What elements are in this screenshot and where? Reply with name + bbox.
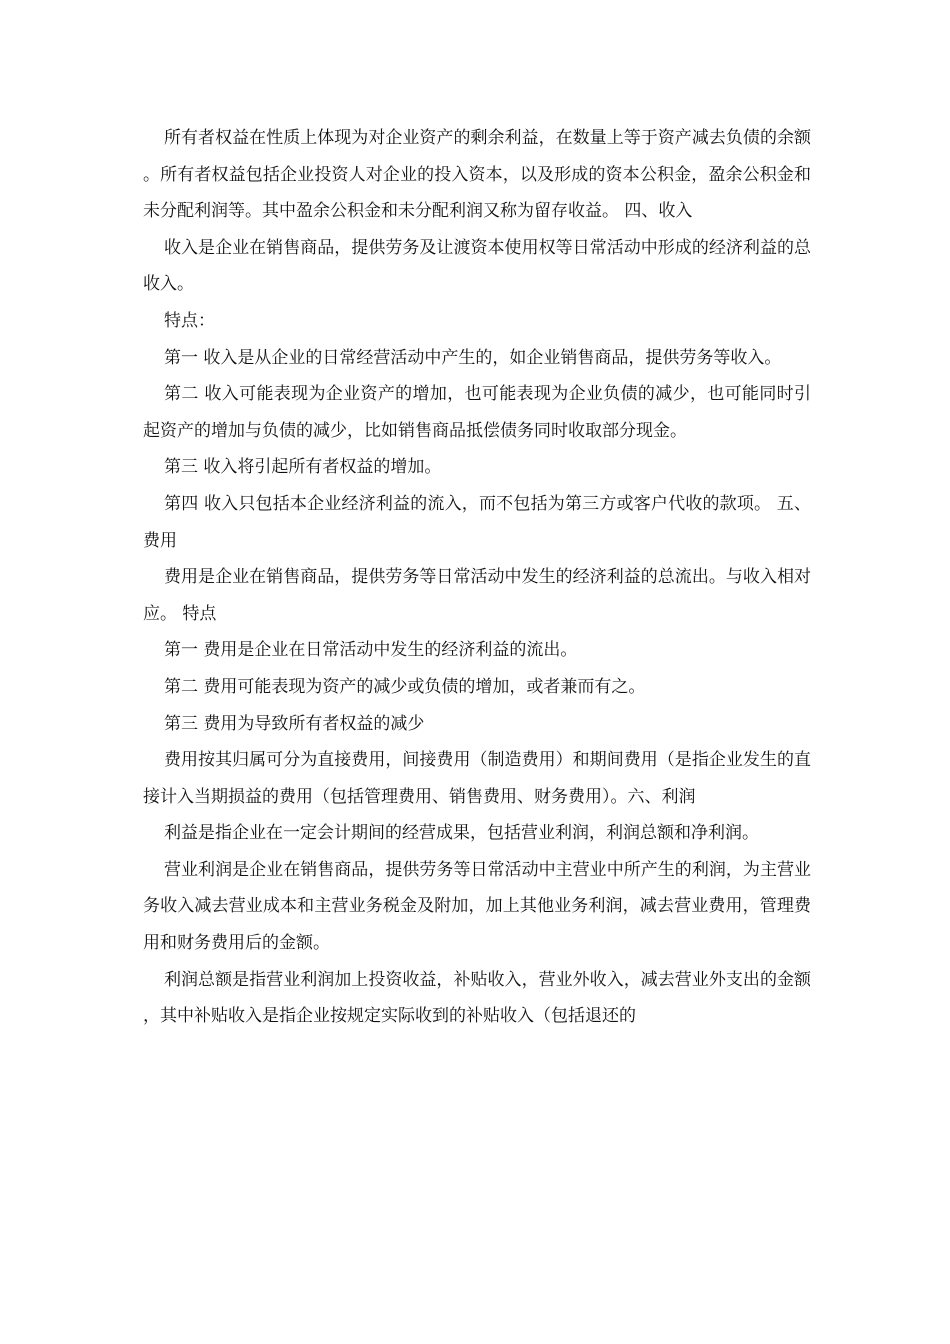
document-body <box>143 120 811 1035</box>
paragraph-total-profit: 利润总额是指营业利润加上投资收益，补贴收入，营业外收入，减去营业外支出的金额，其中补贴收入是指企业按规定实际收到的补贴收入（包括退还的 <box>143 969 811 1027</box>
paragraph-expense-classification: 费用按其归属可分为直接费用，间接费用（制造费用）和期间费用（是指企业发生的直接计入当期损益的费用（包括管理费用、销售费用、财务费用）。六、利润 <box>143 750 811 807</box>
paragraph-profit-definition: 利益是指企业在一定会计期间的经营成果，包括营业利润，利润总额和净利润。 <box>164 823 759 844</box>
paragraph-revenue-feature-3: 第三 收入将引起所有者权益的增加。 <box>164 457 442 478</box>
paragraph-expense-definition: 费用是企业在销售商品，提供劳务等日常活动中发生的经济利益的总流出。与收入相对应。 特点 <box>143 567 811 624</box>
paragraph-expense-feature-2: 第二 费用可能表现为资产的减少或负债的增加，或者兼而有之。 <box>164 676 646 697</box>
paragraph-revenue-definition: 收入是企业在销售商品，提供劳务及让渡资本使用权等日常活动中形成的经济利益的总收入。 <box>143 237 811 295</box>
paragraph-revenue-feature-1: 第一 收入是从企业的日常经营活动中产生的，如企业销售商品，提供劳务等收入。 <box>164 347 782 368</box>
paragraph-expense-feature-3: 第三 费用为导致所有者权益的减少 <box>164 713 425 734</box>
paragraph-revenue-features-heading: 特点： <box>164 310 215 331</box>
paragraph-owners-equity: 所有者权益在性质上体现为对企业资产的剩余利益，在数量上等于资产减去负债的余额。所有者权益包括企业投资人对企业的投入资本，以及形成的资本公积金，盈余公积金和未分配利润等。其中盈余公积金和未分配利润又称为留存收益。 四、收入 <box>143 128 811 222</box>
paragraph-expense-feature-1: 第一 费用是企业在日常活动中发生的经济利益的流出。 <box>164 640 578 661</box>
paragraph-operating-profit: 营业利润是企业在销售商品，提供劳务等日常活动中主营业中所产生的利润，为主营业务收入减去营业成本和主营业务税金及附加，加上其他业务利润，减去营业费用，管理费用和财务费用后的金额。 <box>143 859 811 954</box>
paragraph-revenue-feature-2: 第二 收入可能表现为企业资产的增加，也可能表现为企业负债的减少，也可能同时引起资产的增加与负债的减少，比如销售商品抵偿债务同时收取部分现金。 <box>143 384 811 441</box>
paragraph-revenue-feature-4: 第四 收入只包括本企业经济利益的流入，而不包括为第三方或客户代收的款项。 五、费用 <box>143 493 811 551</box>
